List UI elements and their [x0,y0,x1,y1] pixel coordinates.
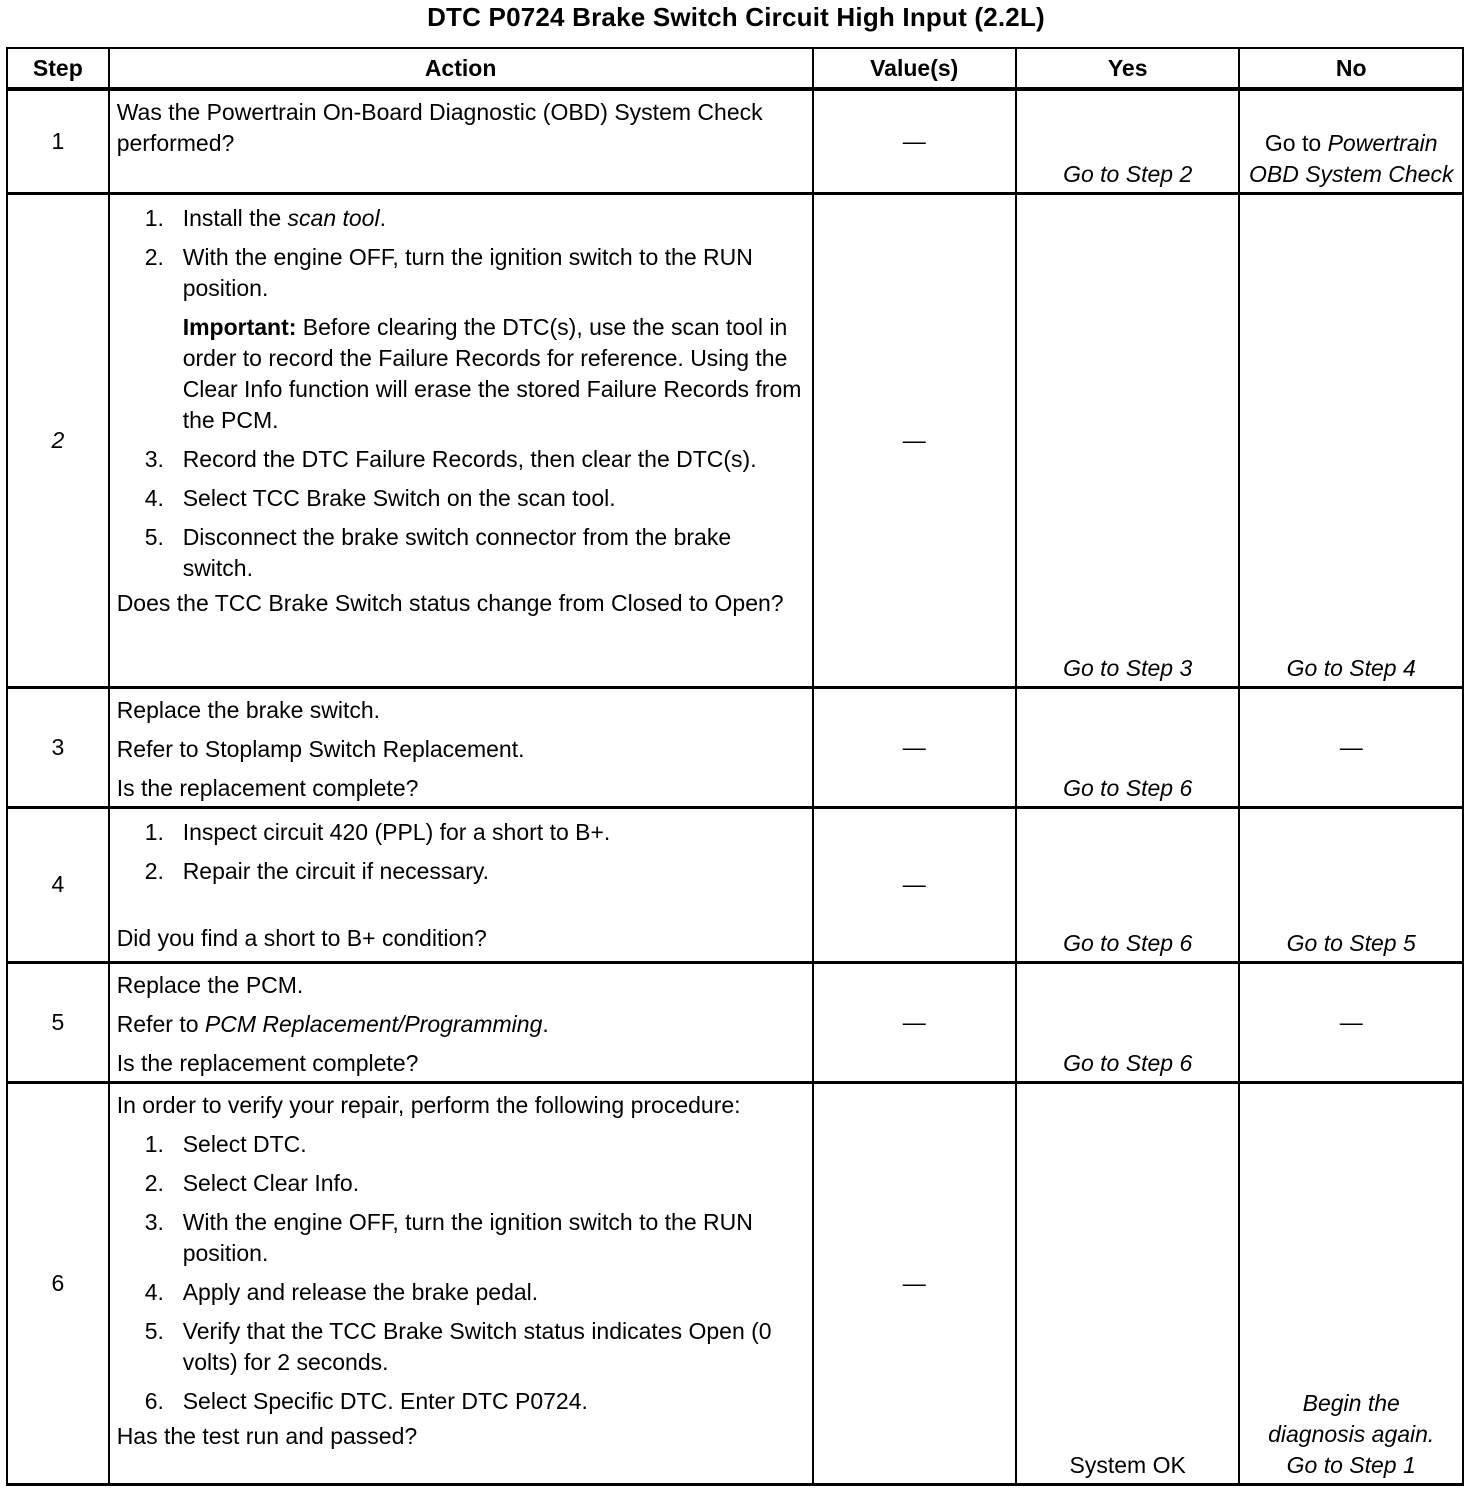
list-text: Verify that the TCC Brake Switch status indicates Open (0 volts) for 2 seconds. [182,1317,772,1375]
action-cell [109,962,813,1082]
header-action: Action [109,48,813,89]
no-cell [1239,687,1463,807]
value-dash: — [902,1008,926,1035]
list-item [117,203,806,234]
step-number: 4 [7,807,109,962]
action-line: Replace the brake switch. [116,696,381,723]
list-number: 2. [144,243,164,270]
yes-cell: Go to Step 6 [1016,807,1240,962]
list-item [117,522,806,584]
table-row [7,1082,1463,1484]
list-item [117,1316,806,1378]
value-cell [813,193,1016,687]
table-row [7,962,1463,1082]
header-no: No [1239,48,1463,89]
list-item [117,444,806,475]
action-question: Has the test run and passed? [116,1422,418,1449]
list-text: With the engine OFF, turn the ignition switch to the RUN position. [182,243,753,301]
no-line: diagnosis again. [1268,1420,1435,1447]
value-dash: — [902,871,926,897]
no-cell: Go to Step 4 [1239,193,1463,687]
value-cell [813,1082,1016,1484]
list-text: Apply and release the brake pedal. [182,1278,539,1305]
list-item [117,242,806,304]
step-number: 1 [7,89,109,193]
table-row [7,687,1463,807]
value-dash: — [902,733,926,760]
diagnostic-table [6,47,1464,1486]
action-cell [109,1082,813,1484]
yes-cell: Go to Step 6 [1016,687,1240,807]
table-row [7,193,1463,687]
action-question: Does the TCC Brake Switch status change from Closed to Open? [116,589,784,616]
action-list [117,1129,806,1417]
list-item [117,1277,806,1308]
no-cell [1239,1082,1463,1484]
action-question: Did you find a short to B+ condition? [116,924,487,951]
list-item [117,1386,806,1417]
yes-cell: Go to Step 2 [1016,89,1240,193]
list-text-italic: scan tool [287,204,380,231]
value-dash: — [902,127,926,154]
value-dash: — [1339,733,1363,760]
no-prefix: Go to [1264,129,1328,156]
important-label: Important: [182,313,297,340]
table-row [7,807,1463,962]
step-number: 3 [7,687,109,807]
list-number: 4. [144,1278,164,1305]
action-line [117,1009,806,1040]
step-number: 6 [7,1082,109,1484]
value-dash: — [902,1269,926,1296]
value-cell [813,89,1016,193]
list-item [117,817,806,848]
no-cell [1239,89,1463,193]
line-end: . [542,1010,549,1037]
list-item [117,483,806,514]
action-line: Refer to Stoplamp Switch Replacement. [116,735,525,762]
list-number: 1. [144,204,164,231]
action-question: Is the replacement complete? [116,1049,419,1076]
value-cell [813,687,1016,807]
no-cell: Go to Step 5 [1239,807,1463,962]
list-item [117,856,806,887]
action-list [117,817,806,887]
action-cell [109,807,813,962]
list-text-end: . [379,204,386,231]
list-number: 1. [144,1130,164,1157]
list-number: 5. [144,523,164,550]
no-link: Powertrain OBD System Check [1248,129,1454,187]
list-number: 4. [144,484,164,511]
action-intro: In order to verify your repair, perform the following procedure: [116,1091,741,1118]
step-number: 5 [7,962,109,1082]
list-text: Install the [182,204,288,231]
list-number: 2. [144,1169,164,1196]
yes-cell: System OK [1016,1082,1240,1484]
header-yes: Yes [1016,48,1240,89]
list-number: 5. [144,1317,164,1344]
list-number: 6. [144,1387,164,1414]
list-text: Repair the circuit if necessary. [182,857,490,884]
action-list [117,203,806,304]
page-title: DTC P0724 Brake Switch Circuit High Input (2.2L) [427,2,1045,32]
action-question: Was the Powertrain On-Board Diagnostic (OBD) System Check performed? [116,99,763,156]
value-dash: — [1339,1008,1363,1035]
value-dash: — [902,426,926,453]
action-cell [109,687,813,807]
list-text: With the engine OFF, turn the ignition switch to the RUN position. [182,1208,753,1266]
list-number: 3. [144,445,164,472]
value-cell [813,962,1016,1082]
header-values: Value(s) [813,48,1016,89]
action-list [117,444,806,584]
yes-cell: Go to Step 3 [1016,193,1240,687]
list-number: 2. [144,857,164,884]
no-line: Go to Step 1 [1286,1451,1416,1478]
step-number: 2 [7,193,109,687]
list-text: Disconnect the brake switch connector from the brake switch. [182,523,732,581]
value-cell [813,807,1016,962]
list-text: Select DTC. [182,1130,307,1157]
line-link: PCM Replacement/Programming [204,1010,543,1037]
list-item [117,1129,806,1160]
list-text: Record the DTC Failure Records, then clear the DTC(s). [182,445,757,472]
no-line: Begin the [1302,1389,1400,1416]
important-note [117,312,806,436]
list-number: 1. [144,818,164,845]
action-cell [109,89,813,193]
action-line: Replace the PCM. [116,971,304,998]
yes-cell: Go to Step 6 [1016,962,1240,1082]
list-text: Inspect circuit 420 (PPL) for a short to B+. [182,818,611,845]
table-header-row [7,48,1463,89]
list-item [117,1168,806,1199]
no-cell [1239,962,1463,1082]
important-text: Before clearing the DTC(s), use the scan tool in order to record the Failure Records for reference. Using the Clear Info function will erase the stored Failure Records from the PCM. [182,313,802,433]
list-number: 3. [144,1208,164,1235]
list-text: Select Clear Info. [182,1169,360,1196]
line-prefix: Refer to [116,1010,205,1037]
list-item [117,1207,806,1269]
header-step: Step [7,48,109,89]
list-text: Select Specific DTC. Enter DTC P0724. [182,1387,588,1414]
list-text: Select TCC Brake Switch on the scan tool. [182,484,616,511]
action-cell [109,193,813,687]
table-row [7,89,1463,193]
action-question: Is the replacement complete? [116,774,419,801]
